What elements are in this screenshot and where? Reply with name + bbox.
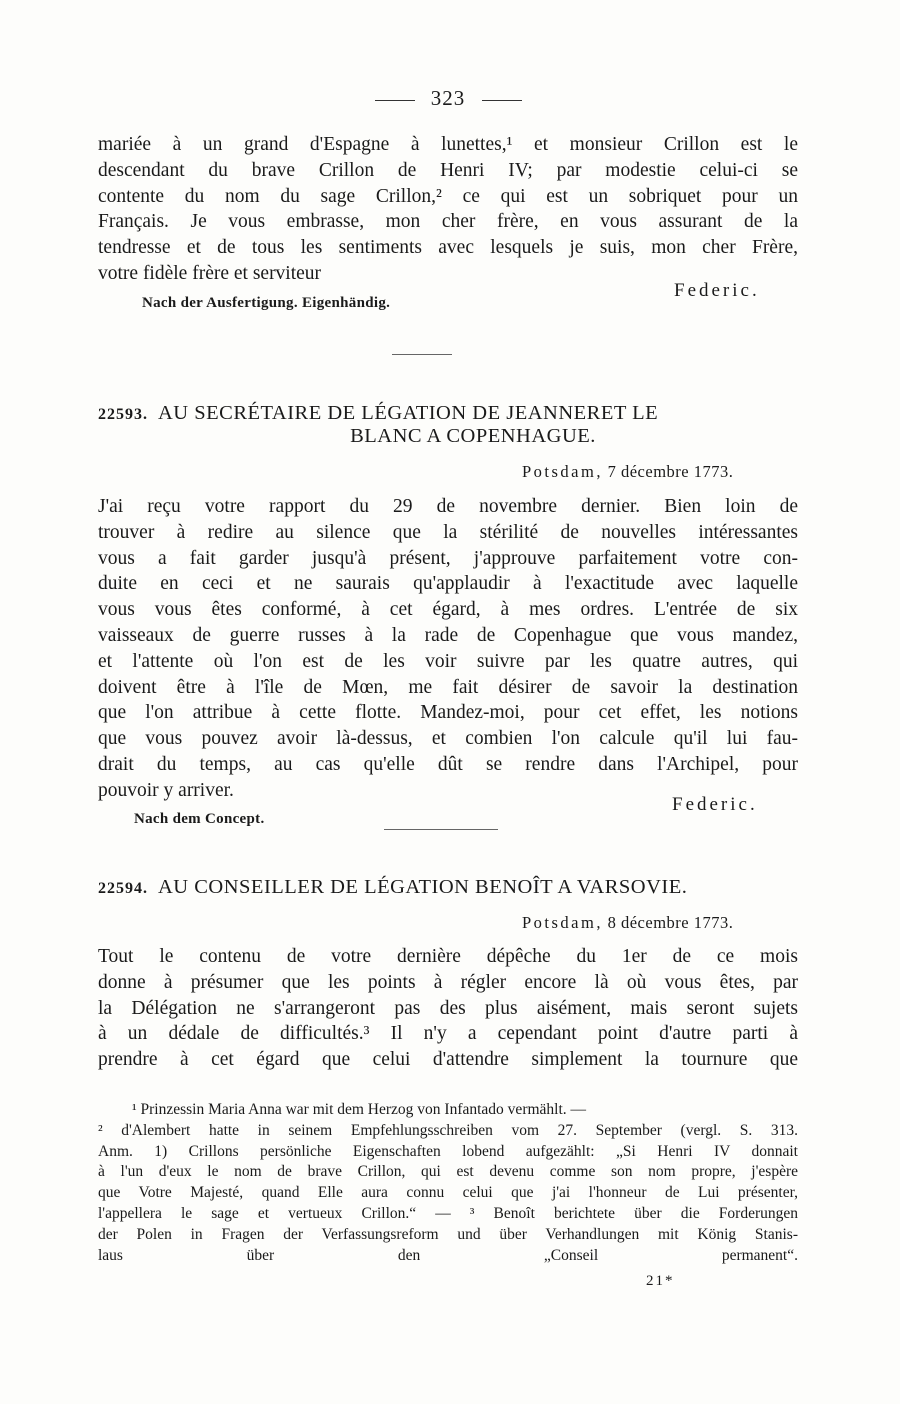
- letter3-title: AU CONSEILLER DE LÉGATION BENOÎT A VARSOVIE.: [158, 876, 688, 898]
- section-divider: [392, 354, 452, 355]
- letter1-signature: Federic.: [674, 280, 760, 301]
- page-header: [98, 86, 798, 111]
- page-number: 323: [430, 86, 466, 110]
- letter3-place: Potsdam,: [522, 913, 603, 932]
- letter3-line: donne à présumer que les points à régler encore là où vous êtes, par: [98, 971, 798, 993]
- letter2-title-line2: BLANC A COPENHAGUE.: [350, 425, 596, 447]
- letter2-line: et l'attente où l'on est de les voir suivre par les quatre autres, qui: [98, 650, 798, 672]
- letter2-line: doivent être à l'île de Mœn, me fait désirer de savoir la destination: [98, 676, 798, 698]
- letter2-line: vous vous êtes conformé, à cet égard, à mes ordres. L'entrée de six: [98, 599, 798, 621]
- letter2-line: que l'on attribue à cette flotte. Mandez-moi, pour cet effet, les notions: [98, 702, 798, 724]
- letter1-line: votre fidèle frère et serviteur: [98, 262, 322, 284]
- signature-mark: 21*: [646, 1273, 675, 1289]
- letter1-line: mariée à un grand d'Espagne à lunettes,¹ et monsieur Crillon est le: [98, 134, 798, 155]
- footnote-line: à l'un d'eux le nom de brave Crillon, qui est devenu comme son nom propre, j'espère: [98, 1163, 798, 1181]
- letter2-line: trouver à redire au silence que la stérilité de nouvelles intéressantes: [98, 521, 798, 543]
- letter3-body: [98, 944, 798, 1073]
- letter2-line: J'ai reçu votre rapport du 29 de novembre dernier. Bien loin de: [98, 496, 798, 517]
- letter3-line: la Délégation ne s'arrangeront pas des plus aisément, mais seront sujets: [98, 997, 798, 1019]
- letter3-line: Tout le contenu de votre dernière dépêche du 1er de ce mois: [98, 946, 798, 967]
- letter3-heading: [98, 876, 798, 899]
- footnote-line: que Votre Majesté, quand Elle aura connu celui que j'ai l'honneur de Lui présenter,: [98, 1184, 798, 1202]
- footnote-line: l'appellera le sage et vertueux Crillon.“ — ³ Benoît berichtete über die Forderungen: [98, 1204, 798, 1222]
- letter2-line: drait du temps, au cas qu'elle dût se rendre dans l'Archipel, pour: [98, 753, 798, 775]
- letter2-signature: Federic.: [672, 794, 758, 815]
- footnote-line: laus über den „Conseil permanent“.: [98, 1246, 798, 1264]
- footnotes: [98, 1100, 798, 1266]
- letter2-dateline: [522, 462, 733, 482]
- letter2-body: [98, 494, 798, 804]
- letter2-line: vous a fait garder jusqu'à présent, j'approuve parfaitement votre con-: [98, 547, 798, 569]
- letter2-number: 22593.: [98, 406, 148, 423]
- footnote-line: ¹ Prinzessin Maria Anna war mit dem Herzog von Infantado vermählt. —: [132, 1101, 587, 1118]
- footnote-line: Anm. 1) Crillons persönliche Eigenschaften lobend aufgezählt: „Si Henri IV donnait: [98, 1142, 798, 1160]
- footnote-line: ² d'Alembert hatte in seinem Empfehlungsschreiben vom 27. September (vergl. S. 313.: [98, 1121, 798, 1139]
- letter2-line: pouvoir y arriver.: [98, 779, 234, 801]
- letter3-number: 22594.: [98, 880, 148, 897]
- letter2-line: vaisseaux de guerre russes à la rade de Copenhague que vous mandez,: [98, 624, 798, 646]
- letter3-date: 8 décembre 1773.: [607, 913, 734, 932]
- letter3-dateline: [522, 913, 733, 933]
- section-divider: [384, 829, 498, 830]
- letter2-date: 7 décembre 1773.: [607, 462, 734, 481]
- footnote-line: der Polen in Fragen der Verfassungsreform und über Verhandlungen mit König Stanis-: [98, 1225, 798, 1243]
- letter2-line: duite en ceci et ne saurais qu'applaudir à l'exactitude avec laquelle: [98, 573, 798, 595]
- letter2-place: Potsdam,: [522, 462, 603, 481]
- header-dash-right: [482, 100, 522, 101]
- letter1-line: tendresse et de tous les sentiments avec lesquels je suis, mon cher Frère,: [98, 237, 798, 259]
- letter1-body: [98, 132, 798, 287]
- letter2-line: que vous pouvez avoir là-dessus, et combien l'on calcule qu'il lui fau-: [98, 728, 798, 750]
- header-dash-left: [375, 100, 415, 101]
- letter2-heading: [98, 402, 798, 448]
- letter1-line: contente du nom du sage Crillon,² ce qui est un sobriquet pour un: [98, 185, 798, 207]
- letter3-line: à un dédale de difficultés.³ Il n'y a cependant point d'autre parti à: [98, 1023, 798, 1045]
- letter1-line: descendant du brave Crillon de Henri IV; par modestie celui-ci se: [98, 159, 798, 181]
- letter3-line: prendre à cet égard que celui d'attendre simplement la tournure que: [98, 1049, 798, 1071]
- letter2-title-line1: AU SECRÉTAIRE DE LÉGATION DE JEANNERET LE: [158, 402, 659, 424]
- letter1-line: Français. Je vous embrasse, mon cher frère, en vous assurant de la: [98, 211, 798, 233]
- letter1-source: Nach der Ausfertigung. Eigenhändig.: [142, 295, 391, 311]
- letter2-source: Nach dem Concept.: [134, 811, 265, 827]
